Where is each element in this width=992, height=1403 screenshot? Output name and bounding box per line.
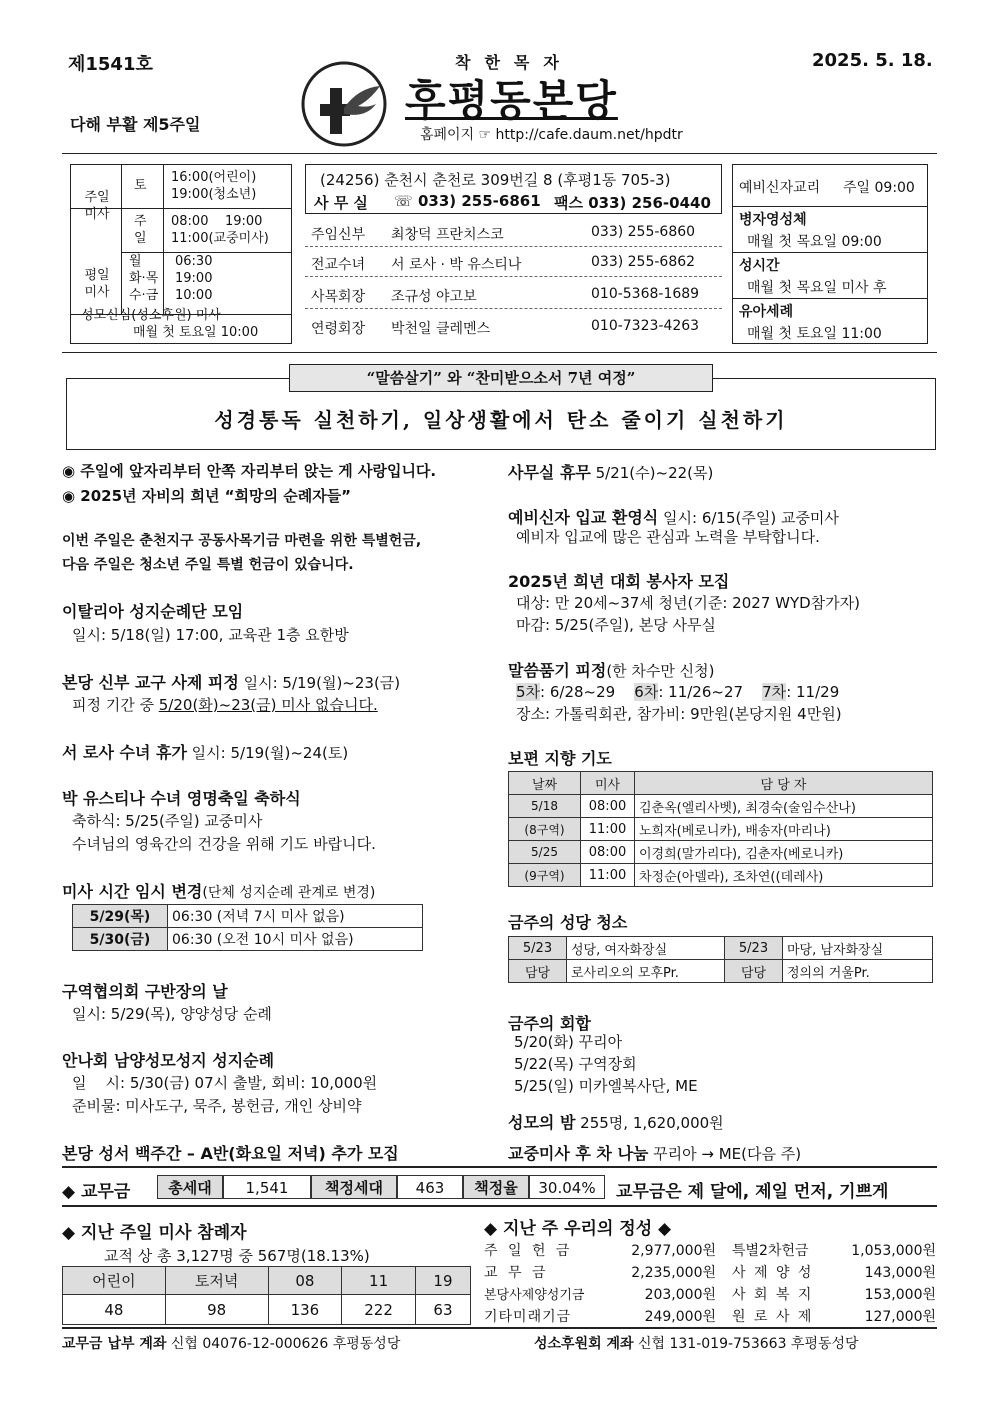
- devotion-mass-title: 성모신심(성소후원) 미사: [81, 308, 221, 323]
- header-divider: [62, 153, 937, 154]
- staff-name: 최창덕 프란치스코: [391, 227, 504, 243]
- staff-row: [305, 247, 722, 277]
- annah-heading: 안나회 남양성모성지 성지순례: [62, 1051, 275, 1070]
- table-row: [509, 960, 933, 983]
- priest-detail-a: 피정 기간 중: [72, 696, 159, 714]
- weekday-day-3: 수·금: [129, 288, 159, 303]
- rosa-heading: 서 로사 수녀 휴가: [62, 743, 187, 762]
- special-offering-2: 다음 주일은 청소년 주일 특별 헌금이 있습니다.: [62, 557, 354, 573]
- weekday-mass-label: 평일 미사: [84, 268, 110, 300]
- special-offering-1: 이번 주일은 춘천지구 공동사목기금 마련을 위한 특별헌금,: [62, 533, 422, 549]
- prayer-zone: (8구역): [509, 818, 581, 841]
- justina-heading: 박 유스티나 수녀 영명축일 축하식: [62, 789, 301, 808]
- meeting-item: 5/25(일) 미카엘복사단, ME: [514, 1077, 698, 1095]
- clean-area: 마당, 남자화장실: [783, 937, 933, 960]
- staff-phone: 033) 255-6862: [591, 254, 696, 270]
- clean-assignee: 로사리오의 모후Pr.: [567, 960, 725, 983]
- weekday-time-3: 10:00: [175, 288, 213, 303]
- offering-amount: 127,000원: [864, 1309, 936, 1325]
- prayer-time: 11:00: [581, 818, 635, 841]
- table-row: [509, 795, 933, 818]
- schedule-title: 예비신자교리: [739, 180, 821, 196]
- offering-label: 사 제 양 성: [732, 1265, 814, 1281]
- retreat-place: 장소: 가톨릭회관, 참가비: 9만원(본당지원 4만원): [516, 705, 842, 723]
- office-address: (24256) 춘천시 춘천로 309번길 8 (후평1동 705-3): [320, 171, 671, 189]
- mass-change-table: [72, 904, 423, 951]
- italy-detail: 일시: 5/18(일) 17:00, 교육관 1층 요한방: [72, 626, 349, 644]
- staff-role: 연령회장: [311, 321, 366, 337]
- staff-role: 전교수녀: [311, 257, 366, 273]
- weekday-time-1: 06:30: [175, 254, 213, 269]
- issue-date: 2025. 5. 18.: [812, 50, 933, 71]
- tea-heading: 교중미사 후 차 나눔: [508, 1144, 649, 1163]
- table-row: [509, 841, 933, 864]
- mary-night-detail: 255명, 1,620,000원: [575, 1114, 724, 1132]
- table-row: [63, 1267, 471, 1295]
- offering-label: 원 로 사 제: [732, 1309, 814, 1325]
- priest-detail-b: 5/20(화)~23(금) 미사 없습니다.: [158, 696, 378, 714]
- meeting-item: 5/22(목) 구역장회: [514, 1055, 637, 1073]
- attendance-table: [62, 1266, 471, 1325]
- newsletter-subtitle: 착한목자: [455, 53, 573, 72]
- attendance-value: 98: [165, 1295, 268, 1325]
- prayer-people: 김춘옥(엘리사벳), 최경숙(술임수산나): [635, 795, 933, 818]
- table-row: [509, 937, 933, 960]
- office-closed-date: 5/21(수)~22(목): [590, 464, 714, 482]
- assessed-households: 463: [397, 1175, 463, 1199]
- staff-phone: 033) 255-6860: [591, 224, 696, 240]
- prayer-col-date: 날짜: [509, 772, 581, 795]
- retreat-note: (한 차수만 신청): [606, 662, 715, 680]
- staff-row: [305, 311, 722, 341]
- bullet-notice: ◉ 주일에 앞자리부터 안쪽 자리부터 앉는 게 사랑입니다.: [62, 462, 437, 480]
- dues-title: ◆ 교무금: [62, 1182, 131, 1202]
- change-day: 5/30(금): [73, 928, 168, 951]
- vocation-account-label: 성소후원회 계좌: [534, 1336, 634, 1352]
- mary-night-heading: 성모의 밤: [508, 1113, 576, 1132]
- prayer-time: 08:00: [581, 795, 635, 818]
- prayer-date: 5/25: [509, 841, 581, 864]
- office-closed-heading: 사무실 휴무: [508, 463, 591, 482]
- offering-amount: 143,000원: [864, 1265, 936, 1281]
- staff-role: 사목회장: [311, 289, 366, 305]
- offering-amount: 153,000원: [864, 1287, 936, 1303]
- office-phone: ☏ 033) 255-6861: [394, 192, 541, 210]
- change-desc: 06:30 (오전 10시 미사 없음): [168, 928, 423, 951]
- sunday-mass-label: 주일 미사: [84, 190, 110, 222]
- retreat-round: 6차: [634, 683, 659, 701]
- priest-retreat: [62, 670, 400, 693]
- offering-label: 교 무 금: [484, 1265, 549, 1281]
- change-heading: 미사 시간 임시 변경: [62, 882, 203, 901]
- staff-phone: 010-7323-4263: [591, 318, 700, 334]
- total-households: 1,541: [223, 1175, 311, 1199]
- clean-area: 성당, 여자화장실: [567, 937, 725, 960]
- cleaning-table: [508, 936, 933, 983]
- sunday-time-1: 08:00 19:00: [171, 214, 263, 229]
- dues-slogan: 교무금은 제 달에, 제일 먼저, 기쁘게: [616, 1182, 889, 1202]
- issue-number: 제1541호: [68, 54, 153, 75]
- retreat-round-date: : 6/28~29: [540, 683, 616, 701]
- mass-times-box: [70, 164, 292, 344]
- attendance-value: 136: [268, 1295, 342, 1325]
- prayer-zone: (9구역): [509, 864, 581, 887]
- offering-amount: 1,053,000원: [851, 1243, 936, 1259]
- staff-name: 조규성 야고보: [391, 289, 477, 305]
- staff-name: 서 로사 · 박 유스티나: [391, 257, 522, 273]
- table-row: [509, 818, 933, 841]
- welcome-when: 일시: 6/15(주일) 교중미사: [658, 509, 839, 527]
- offering-label: 사 회 복 지: [732, 1287, 814, 1303]
- office-closed: [508, 460, 713, 483]
- welcome-detail: 예비자 입교에 많은 관심과 노력을 부탁합니다.: [516, 528, 820, 546]
- priest-heading: 본당 신부 교구 사제 피정: [62, 673, 239, 692]
- table-row: [509, 772, 933, 795]
- total-households-label: 총세대: [157, 1175, 223, 1199]
- rosa-when: 일시: 5/19(월)~24(토): [186, 744, 349, 762]
- rosa-vacation: [62, 740, 348, 763]
- sunday-time-2: 11:00(교중미사): [171, 231, 269, 246]
- annah-detail-2: 준비물: 미사도구, 묵주, 봉헌금, 개인 상비약: [72, 1097, 362, 1115]
- prayer-table: [508, 771, 933, 887]
- council-detail: 일시: 5/29(목), 양양성당 순례: [72, 1005, 272, 1023]
- offering-amount: 2,235,000원: [631, 1265, 716, 1281]
- retreat-round-date: : 11/29: [786, 683, 840, 701]
- attendance-title: ◆ 지난 주일 미사 참례자: [62, 1223, 247, 1243]
- footer-divider: [62, 1327, 937, 1329]
- saturday-label: 토: [134, 178, 147, 193]
- table-row: [509, 864, 933, 887]
- prayer-people: 차정순(아델라), 조차연((데레사): [635, 864, 933, 887]
- offering-label: 기타미래기금: [484, 1309, 572, 1325]
- staff-row: [305, 217, 722, 247]
- retreat-heading: 말씀품기 피정: [508, 661, 607, 680]
- weekday-day-2: 화·목: [129, 271, 159, 286]
- saturday-time-1: 16:00(어린이): [171, 170, 257, 185]
- change-desc: 06:30 (저녁 7시 미사 없음): [168, 905, 423, 928]
- mary-night: [508, 1110, 724, 1133]
- schedule-title: 병자영성체: [739, 212, 807, 228]
- bible-heading: 본당 성서 백주간 – A반(화요일 저녁) 추가 모집: [62, 1144, 399, 1163]
- prayer-people: 노희자(베로니카), 배송자(마리나): [635, 818, 933, 841]
- offering-title: ◆ 지난 주 우리의 정성 ◆: [484, 1219, 672, 1239]
- table-row: [73, 928, 423, 951]
- council-heading: 구역협의회 구반장의 날: [62, 982, 228, 1001]
- vocation-account-number: 신협 131-019-753663 후평동성당: [633, 1336, 859, 1352]
- clean-assignee-label: 담당: [725, 960, 783, 983]
- attendance-value: 48: [63, 1295, 166, 1325]
- schedule-value: 매월 첫 토요일 11:00: [747, 326, 882, 342]
- attendance-value: 222: [342, 1295, 416, 1325]
- schedule-value: 매월 첫 목요일 미사 후: [747, 280, 887, 296]
- staff-row: [305, 279, 722, 309]
- justina-detail-1: 축하식: 5/25(주일) 교중미사: [72, 812, 263, 830]
- attendance-header: 08: [268, 1267, 342, 1295]
- weekday-day-1: 월: [129, 254, 142, 269]
- clean-assignee-label: 담당: [509, 960, 567, 983]
- liturgical-week: 다해 부활 제5주일: [70, 115, 201, 134]
- dues-divider-bottom: [62, 1205, 937, 1207]
- sunday-label-b: 일: [134, 231, 147, 246]
- clean-assignee: 정의의 거울Pr.: [783, 960, 933, 983]
- priest-detail: [72, 694, 378, 715]
- prayer-col-people: 담 당 자: [635, 772, 933, 795]
- attendance-value: 63: [415, 1295, 470, 1325]
- offering-label: 특별2차헌금: [732, 1243, 809, 1259]
- retreat-round-date: : 11/26~27: [658, 683, 744, 701]
- prayer-time: 08:00: [581, 841, 635, 864]
- prayer-people: 이경희(말가리다), 김춘자(베로니카): [635, 841, 933, 864]
- jubilee-heading: 2025년 희년 대회 봉사자 모집: [508, 572, 730, 591]
- welcome-ceremony: [508, 505, 839, 528]
- tea-detail: 꾸리아 → ME(다음 주): [648, 1145, 802, 1163]
- assessed-households-label: 책정세대: [311, 1175, 397, 1199]
- change-day: 5/29(목): [73, 905, 168, 928]
- theme-text: 성경통독 실천하기, 일상생활에서 탄소 줄이기 실천하기: [214, 408, 788, 432]
- meetings-heading: 금주의 회합: [508, 1014, 591, 1033]
- dues-bar: [62, 1175, 937, 1201]
- devotion-mass-time: 매월 첫 토요일 10:00: [133, 325, 259, 340]
- mass-change: [62, 879, 375, 902]
- sacrament-schedule-box: [732, 164, 928, 344]
- sunday-label-a: 주: [134, 214, 147, 229]
- retreat-round: 5차: [516, 683, 541, 701]
- schedule-value: 주일 09:00: [843, 180, 915, 196]
- staff-role: 주임신부: [311, 227, 366, 243]
- jubilee-detail-1: 대상: 만 20세~37세 청년(기준: 2027 WYD참가자): [516, 594, 860, 612]
- cleaning-heading: 금주의 성당 청소: [508, 913, 628, 932]
- weekday-time-2: 19:00: [175, 271, 213, 286]
- attendance-header: 토저녁: [165, 1267, 268, 1295]
- assessment-rate-label: 책정율: [463, 1175, 529, 1199]
- office-fax: 팩스 033) 256-0440: [554, 194, 711, 212]
- assessment-rate: 30.04%: [529, 1175, 605, 1199]
- homepage-link[interactable]: 홈페이지 ☞ http://cafe.daum.net/hpdtr: [420, 127, 683, 143]
- clean-date: 5/23: [509, 937, 567, 960]
- theme-tab: “말씀살기” 와 “찬미받으소서 7년 여정”: [289, 364, 713, 392]
- offering-amount: 203,000원: [644, 1287, 716, 1303]
- dues-account-label: 교무금 납부 계좌: [62, 1336, 167, 1352]
- meeting-item: 5/20(화) 꾸리아: [514, 1033, 623, 1051]
- jubilee-detail-2: 마감: 5/25(주일), 본당 사무실: [516, 616, 716, 634]
- parish-name: 후평동본당: [405, 76, 618, 125]
- welcome-heading: 예비신자 입교 환영식: [508, 508, 659, 527]
- retreat-rounds: [516, 681, 839, 702]
- saturday-time-2: 19:00(청소년): [171, 187, 257, 202]
- office-label: 사 무 실: [314, 194, 368, 212]
- clean-date: 5/23: [725, 937, 783, 960]
- offering-amount: 249,000원: [644, 1309, 716, 1325]
- prayer-heading: 보편 지향 기도: [508, 749, 612, 768]
- vocation-account: [534, 1333, 859, 1353]
- prayer-col-mass: 미사: [581, 772, 635, 795]
- staff-phone: 010-5368-1689: [591, 286, 700, 302]
- attendance-header: 11: [342, 1267, 416, 1295]
- offering-label: 주 일 헌 금: [484, 1243, 573, 1259]
- italy-heading: 이탈리아 성지순례단 모임: [62, 602, 244, 621]
- justina-detail-2: 수녀님의 영육간의 건강을 위해 기도 바랍니다.: [72, 835, 376, 853]
- office-contact-box: [305, 164, 722, 214]
- annah-detail-1: 일 시: 5/30(금) 07시 출발, 회비: 10,000원: [72, 1074, 378, 1092]
- table-row: [73, 905, 423, 928]
- prayer-date: 5/18: [509, 795, 581, 818]
- priest-when: 일시: 5/19(월)~23(금): [238, 674, 401, 692]
- schedule-title: 유아세례: [739, 304, 794, 320]
- schedule-value: 매월 첫 목요일 09:00: [747, 234, 882, 250]
- offering-amount: 2,977,000원: [631, 1243, 716, 1259]
- change-note: (단체 성지순례 관계로 변경): [202, 885, 376, 901]
- word-retreat: [508, 658, 715, 681]
- prayer-time: 11:00: [581, 864, 635, 887]
- attendance-summary: 교적 상 총 3,127명 중 567명(18.13%): [104, 1247, 370, 1265]
- attendance-header: 어린이: [63, 1267, 166, 1295]
- parish-logo-icon: [300, 60, 388, 148]
- dues-account: [62, 1333, 400, 1353]
- dues-divider-top: [62, 1166, 937, 1168]
- table-row: [63, 1295, 471, 1325]
- schedule-title: 성시간: [739, 258, 780, 274]
- offering-label: 본당사제양성기금: [484, 1288, 585, 1303]
- dues-account-number: 신협 04076-12-000626 후평동성당: [166, 1336, 401, 1352]
- retreat-round: 7차: [762, 683, 787, 701]
- attendance-header: 19: [415, 1267, 470, 1295]
- info-divider: [62, 352, 937, 353]
- tea-sharing: [508, 1141, 801, 1164]
- bullet-notice: ◉ 2025년 자비의 희년 “희망의 순례자들”: [62, 487, 352, 505]
- staff-name: 박천일 클레멘스: [391, 321, 491, 337]
